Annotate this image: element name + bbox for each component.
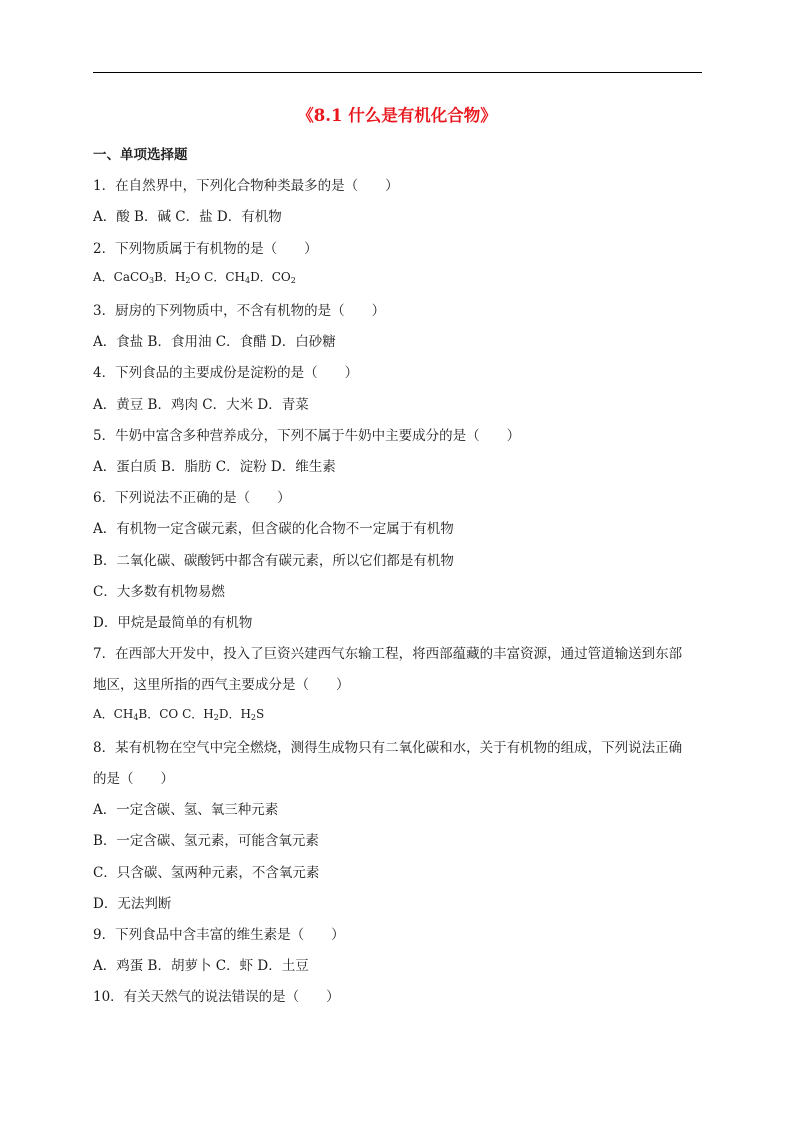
question-8-option-c: C．只含碳、氢两种元素，不含氧元素: [93, 865, 320, 881]
section-heading: 一、单项选择题: [93, 147, 188, 163]
question-1: 1．在自然界中，下列化合物种类最多的是（ ）: [93, 178, 399, 194]
question-4-options: A．黄豆 B．鸡肉 C．大米 D．青菜: [93, 397, 309, 413]
header-rule: [93, 72, 702, 73]
page-title: 《8.1 什么是有机化合物》: [297, 106, 497, 125]
question-6-option-a: A．有机物一定含碳元素，但含碳的化合物不一定属于有机物: [93, 521, 454, 537]
question-8-option-b: B．一定含碳、氢元素，可能含氧元素: [93, 833, 319, 849]
question-8-line-1: 8．某有机物在空气中完全燃烧，测得生成物只有二氧化碳和水，关于有机物的组成，下列说法正确: [93, 740, 683, 756]
question-3: 3．厨房的下列物质中，不含有机物的是（ ）: [93, 303, 386, 319]
question-6-option-b: B．二氧化碳、碳酸钙中都含有碳元素，所以它们都是有机物: [93, 553, 454, 569]
question-2: 2．下列物质属于有机物的是（ ）: [93, 241, 318, 257]
question-7-options: A．$CH_4B$．CO C．$H_2D$．$H_2S$: [93, 707, 265, 722]
question-10: 10．有关天然气的说法错误的是（ ）: [93, 989, 340, 1005]
question-5: 5．牛奶中富含多种营养成分，下列不属于牛奶中主要成分的是（ ）: [93, 428, 521, 444]
question-1-options: A．酸 B．碱 C．盐 D．有机物: [93, 209, 282, 225]
question-5-options: A．蛋白质 B．脂肪 C．淀粉 D．维生素: [93, 459, 336, 475]
question-7-line-1: 7．在西部大开发中，投入了巨资兴建西气东输工程，将西部蕴藏的丰富资源，通过管道输送到东部: [93, 646, 683, 662]
question-8-line-2: 的是（ ）: [93, 771, 174, 787]
question-4: 4．下列食品的主要成份是淀粉的是（ ）: [93, 365, 359, 381]
question-7-line-2: 地区，这里所指的西气主要成分是（ ）: [93, 677, 350, 693]
question-9: 9．下列食品中含丰富的维生素是（ ）: [93, 927, 345, 943]
question-8-option-a: A．一定含碳、氢、氧三种元素: [93, 802, 279, 818]
question-6: 6．下列说法不正确的是（ ）: [93, 490, 291, 506]
question-6-option-d: D．甲烷是最简单的有机物: [93, 615, 253, 631]
question-8-option-d: D．无法判断: [93, 896, 172, 912]
question-6-option-c: C．大多数有机物易燃: [93, 584, 225, 600]
question-3-options: A．食盐 B．食用油 C．食醋 D．白砂糖: [93, 334, 336, 350]
question-9-options: A．鸡蛋 B．胡萝卜 C．虾 D．土豆: [93, 958, 309, 974]
question-2-options: A．CaCO$_3$B．$H_2O$ C．$CH_4D$．$CO_2$: [93, 270, 296, 285]
